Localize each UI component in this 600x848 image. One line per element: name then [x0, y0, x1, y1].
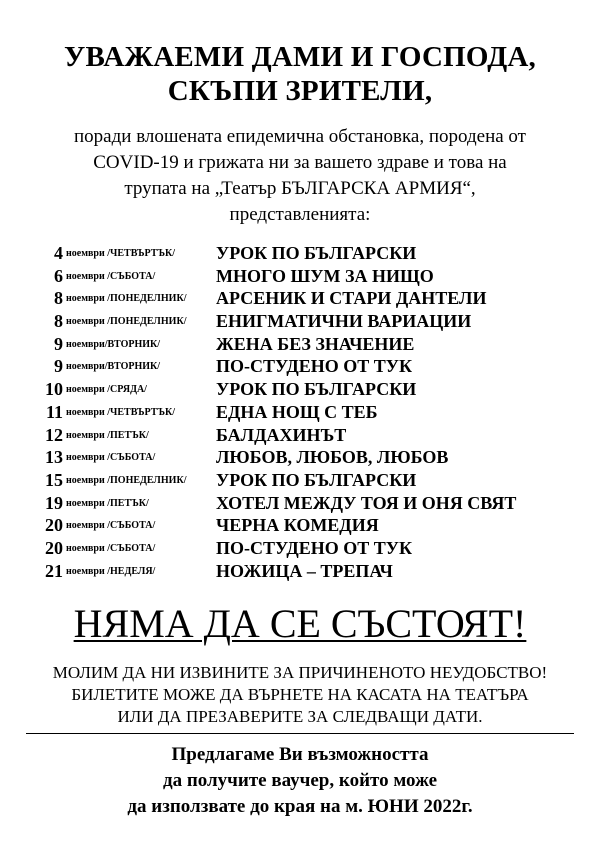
schedule-row [0, 265, 600, 288]
apology-line-1: МОЛИМ ДА НИ ИЗВИНИТЕ ЗА ПРИЧИНЕНОТО НЕУДОБСТВО! [52, 663, 548, 682]
apology-line-2: БИЛЕТИТЕ МОЖЕ ДА ВЪРНЕТЕ НА КАСАТА НА ТЕАТЪРА [71, 685, 529, 704]
schedule-day: 4 [54, 243, 63, 263]
schedule-month-weekday: ноември /ЧЕТВЪРТЪК/ [66, 406, 176, 418]
schedule-row [0, 242, 600, 265]
schedule-show-title: БАЛДАХИНЪТ [216, 424, 347, 445]
schedule-show-title: ПО-СТУДЕНО ОТ ТУК [216, 356, 413, 377]
schedule-row [0, 287, 600, 310]
schedule-month-weekday: ноември /ЧЕТВЪРТЪК/ [66, 248, 176, 259]
schedule-row [0, 310, 600, 333]
performance-schedule [0, 242, 600, 582]
divider-line [26, 733, 574, 734]
schedule-month-weekday: ноември /СЪБОТА/ [66, 542, 156, 554]
offer-line-1: Предлагаме Ви възможността [171, 744, 429, 765]
schedule-show-title: ЕНИГМАТИЧНИ ВАРИАЦИИ [216, 311, 472, 332]
schedule-day: 10 [45, 379, 63, 400]
schedule-show-title: МНОГО ШУМ ЗА НИЩО [216, 265, 434, 286]
schedule-day: 13 [45, 447, 63, 468]
schedule-row [0, 560, 600, 583]
apology-line-3: ИЛИ ДА ПРЕЗАВЕРИТЕ ЗА СЛЕДВАЩИ ДАТИ. [117, 707, 483, 726]
schedule-show-title: УРОК ПО БЪЛГАРСКИ [216, 243, 417, 263]
schedule-month-weekday: ноември /ПОНЕДЕЛНИК/ [66, 293, 187, 305]
schedule-month-weekday: ноември /СЪБОТА/ [66, 452, 156, 464]
schedule-show-title: ПО-СТУДЕНО ОТ ТУК [216, 537, 413, 558]
schedule-row [0, 492, 600, 515]
schedule-month-weekday: ноември /ПЕТЪК/ [66, 497, 149, 509]
schedule-month-weekday: ноември /ПОНЕДЕЛНИК/ [66, 316, 187, 328]
heading-line-1: УВАЖАЕМИ ДАМИ И ГОСПОДА, [64, 41, 536, 73]
schedule-day: 6 [54, 265, 63, 286]
schedule-row [0, 378, 600, 401]
schedule-show-title: УРОК ПО БЪЛГАРСКИ [216, 469, 417, 490]
schedule-month-weekday: ноември/ВТОРНИК/ [66, 361, 161, 373]
schedule-row [0, 537, 600, 560]
apology-notice [0, 662, 600, 728]
schedule-day: 11 [45, 401, 63, 422]
offer-line-3: да използвате до края на м. ЮНИ 2022г. [127, 796, 473, 817]
schedule-show-title: АРСЕНИК И СТАРИ ДАНТЕЛИ [216, 288, 487, 309]
schedule-day: 20 [45, 537, 63, 558]
intro-line-2: COVID-19 и грижата ни за вашето здраве и това на [93, 152, 507, 173]
intro-line-4: представленията: [229, 204, 371, 225]
schedule-row [0, 424, 600, 447]
schedule-show-title: НОЖИЦА – ТРЕПАЧ [216, 560, 393, 581]
schedule-row [0, 333, 600, 356]
schedule-month-weekday: ноември /ПОНЕДЕЛНИК/ [66, 474, 187, 486]
schedule-day: 8 [54, 288, 63, 309]
schedule-row [0, 401, 600, 424]
schedule-day: 8 [54, 311, 63, 332]
schedule-row [0, 446, 600, 469]
schedule-day: 20 [45, 515, 63, 536]
voucher-offer [0, 742, 600, 820]
schedule-month-weekday: ноември /СРЯДА/ [66, 384, 147, 396]
schedule-show-title: УРОК ПО БЪЛГАРСКИ [216, 379, 417, 400]
heading-line-2: СКЪПИ ЗРИТЕЛИ, [167, 75, 433, 107]
schedule-show-title: ЛЮБОВ, ЛЮБОВ, ЛЮБОВ [216, 447, 449, 468]
schedule-month-weekday: ноември /ПЕТЪК/ [66, 429, 149, 441]
schedule-month-weekday: ноември /НЕДЕЛЯ/ [66, 565, 156, 577]
intro-line-3: трупата на „Театър БЪЛГАРСКА АРМИЯ“, [124, 178, 476, 199]
offer-line-2: да получите ваучер, който може [162, 770, 438, 791]
schedule-month-weekday: ноември /СЪБОТА/ [66, 520, 156, 532]
schedule-show-title: ХОТЕЛ МЕЖДУ ТОЯ И ОНЯ СВЯТ [216, 492, 517, 513]
schedule-day: 19 [45, 492, 63, 513]
schedule-row [0, 514, 600, 537]
intro-paragraph [0, 124, 600, 228]
schedule-day: 12 [45, 424, 63, 445]
schedule-day: 21 [45, 560, 63, 581]
schedule-day: 9 [54, 333, 63, 354]
schedule-show-title: ЧЕРНА КОМЕДИЯ [216, 515, 379, 536]
schedule-show-title: ЕДНА НОЩ С ТЕБ [216, 401, 378, 422]
schedule-day: 15 [45, 469, 63, 490]
schedule-row [0, 355, 600, 378]
schedule-show-title: ЖЕНА БЕЗ ЗНАЧЕНИЕ [216, 333, 415, 354]
schedule-month-weekday: ноември /СЪБОТА/ [66, 270, 156, 282]
cancellation-banner: НЯМА ДА СЕ СЪСТОЯТ! [73, 601, 527, 646]
schedule-day: 9 [54, 356, 63, 377]
intro-line-1: поради влошената епидемична обстановка, породена от [74, 126, 526, 147]
schedule-row [0, 469, 600, 492]
schedule-month-weekday: ноември/ВТОРНИК/ [66, 338, 161, 350]
